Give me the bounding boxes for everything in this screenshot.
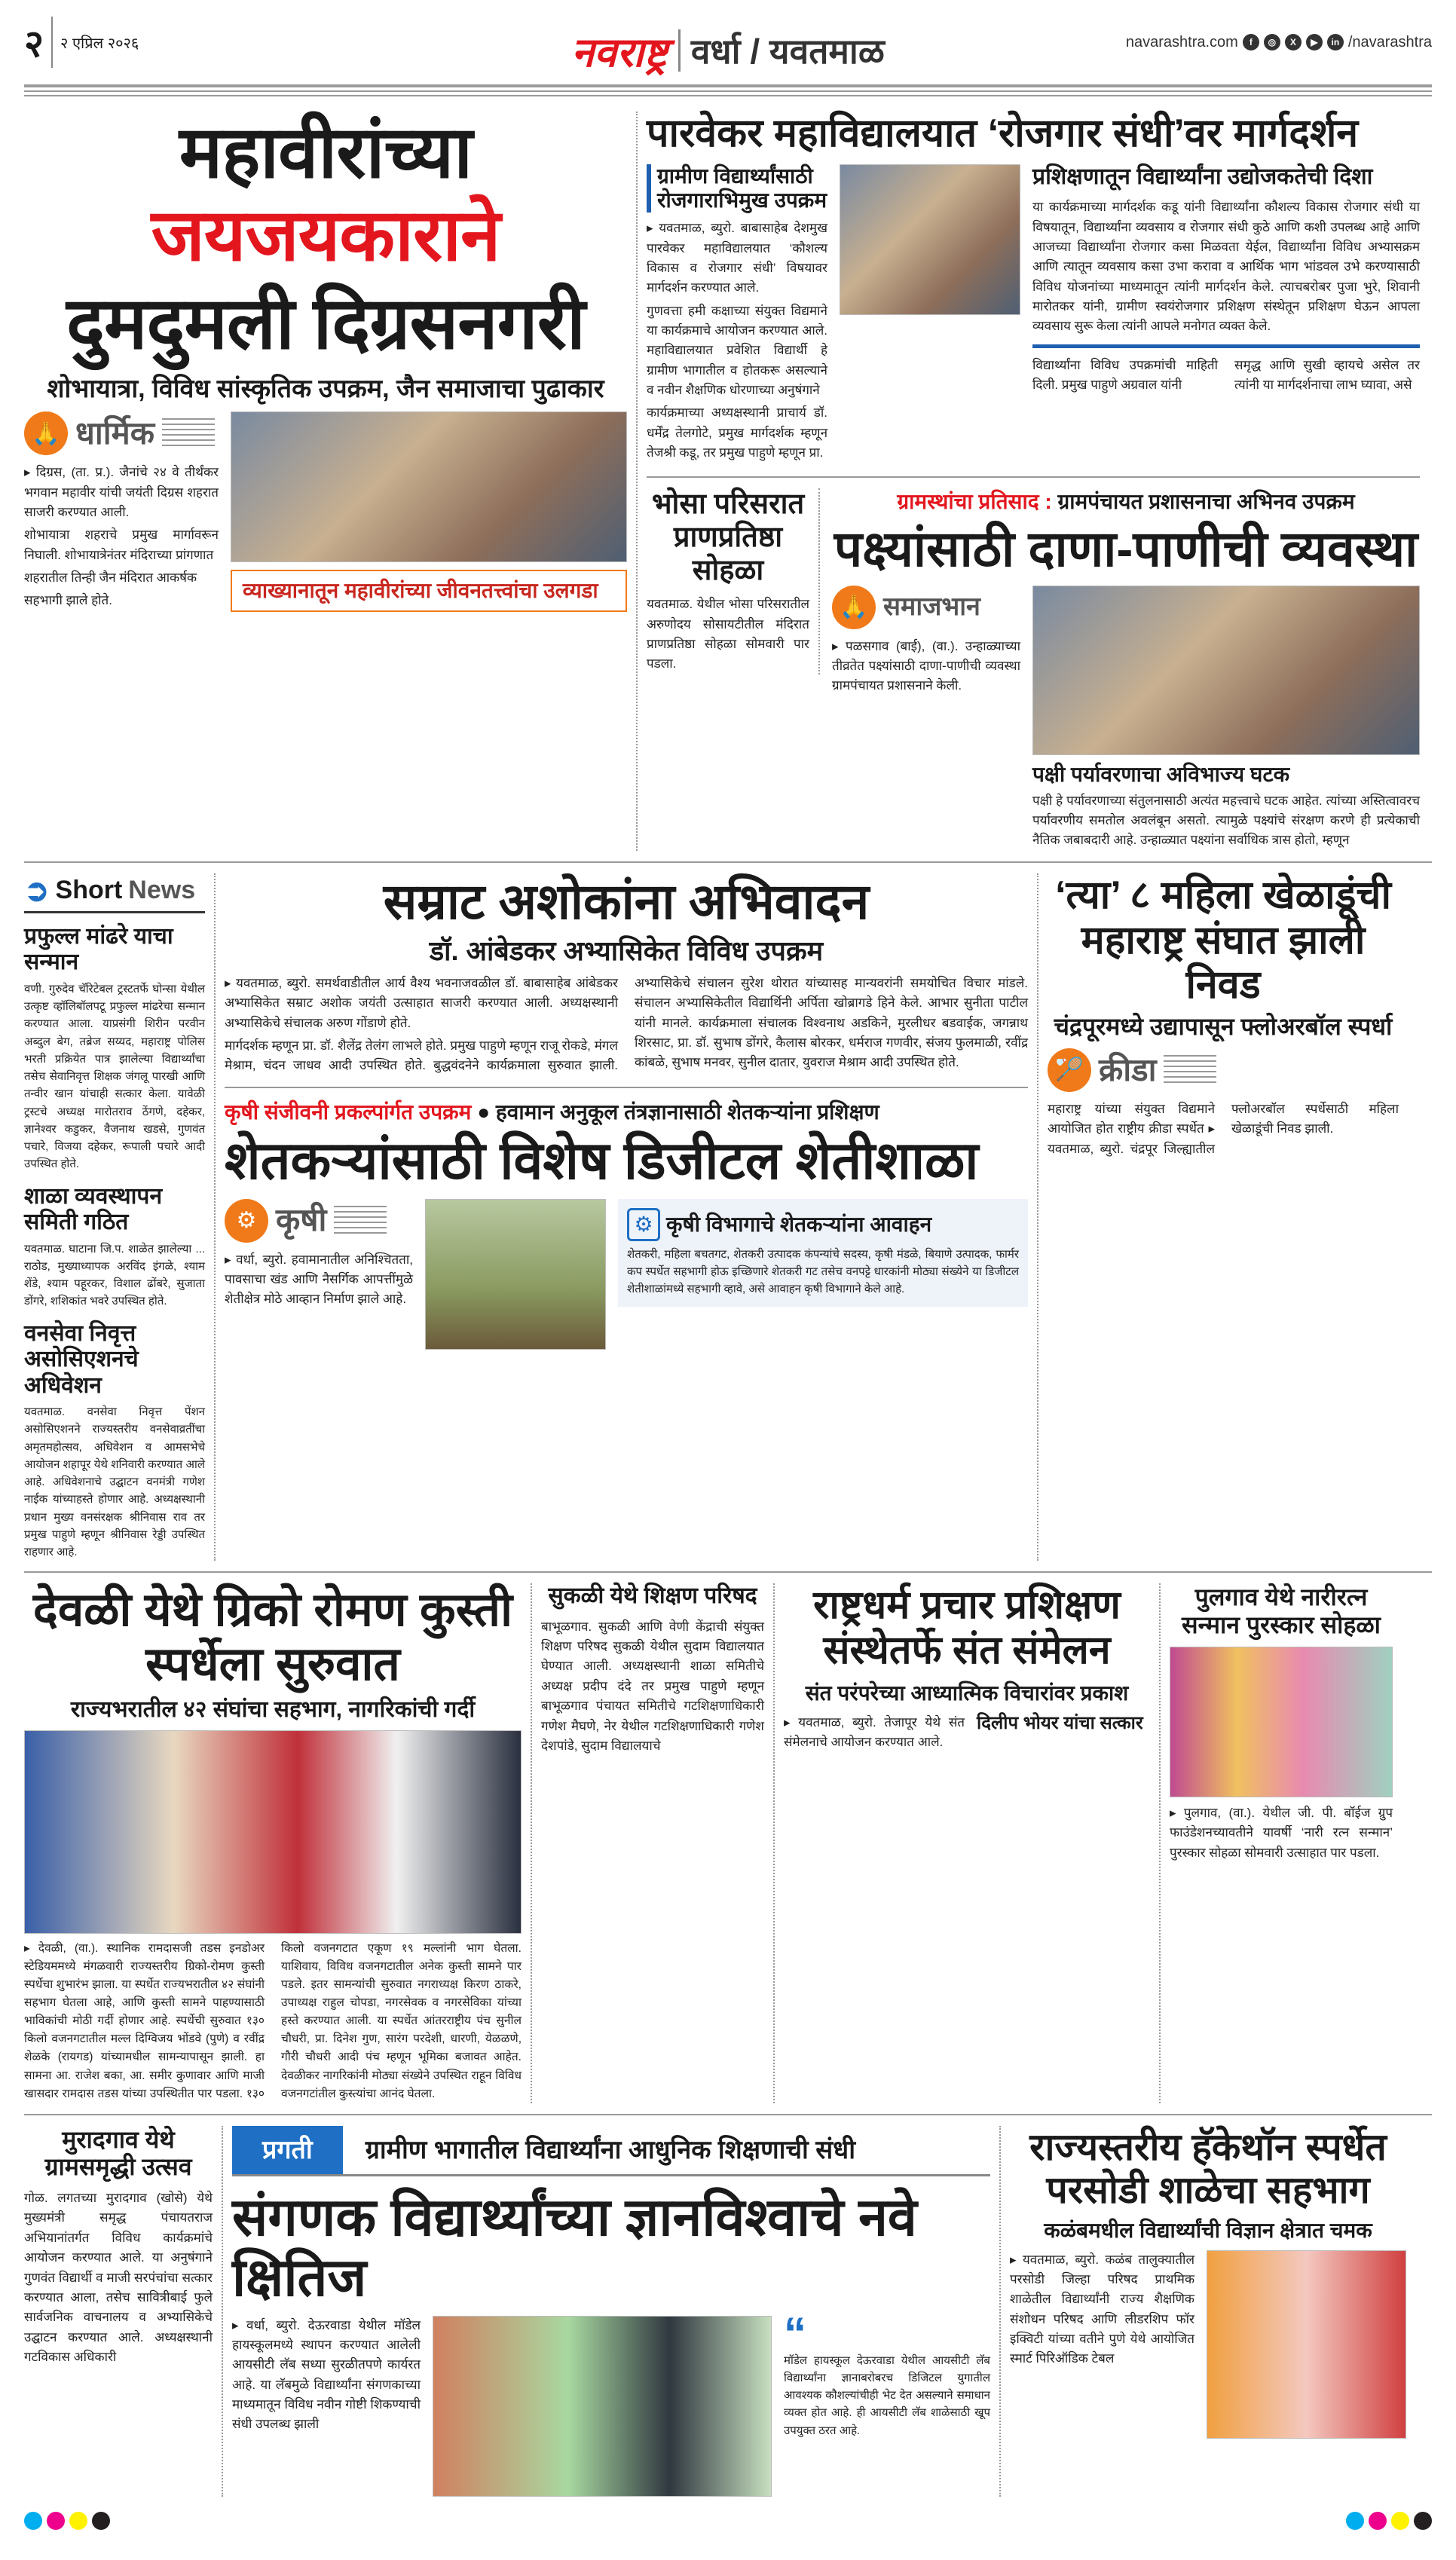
short-news-headline: प्रफुल्ल मांढरे याचा सन्मान	[24, 923, 173, 975]
namaste-icon: 🙏	[24, 411, 68, 455]
story-body: ▸ देवळी, (वा.). स्थानिक रामदासजी तडस इनडोअर स्टेडियममध्ये मंगळवारी राज्यस्तरीय ग्रिको-रोमण कुस्ती स्पर्धेचा शुभारंभ झाला. या स्पर्धेत राज्यभरातील ४२ संघांनी सहभाग घेतला आहे, आणि कुस्ती सामने पाहण्यासाठी भाविकांची मोठी गर्दी होणार आहे. स्पर्धेची सुरुवात १३० किलो वजनगटातील मल्ल दिग्विजय भोंडवे (पुणे) व रवींद्र शेळके (रायगड) यांच्यामधील सामन्यापासून झाली. हा सामना आ. राजेश बका, आ. समीर कुणावार आणि माजी खासदार रामदास तडस यांच्या उपस्थितीत पार पडला. १३० किलो वजनगटात एकूण १९ मल्लांनी भाग घेतला. याशिवाय, विविध वजनगटातील अनेक कुस्ती सामने पार पडले. इतर सामन्यांची सुरुवात नगराध्यक्ष किरण ठाकरे, उपाध्यक्ष राहुल चोपडा, नगरसेवक व नगरसेविका यांच्या हस्ते करण्यात आली. या स्पर्धेत आंतरराष्ट्रीय पंच सुनील चौधरी, प्रा. दिनेश गुण, सारंग परदेशी, धारणी, येळळणे, गौरी चौधरी आदी पंच म्हणून भूमिका बजावत आहेत. देवळीकर नागरिकांनी मोठ्या संख्येने उपस्थित राहून विविध वजनगटांतील कुस्त्यांचा आनंद घेतला.	[24, 1942, 522, 2100]
story-rashtradharma	[773, 1583, 1150, 2103]
short-news-headline: शाळा व्यवस्थापन समिती गठित	[24, 1183, 163, 1235]
kicker	[832, 488, 1420, 515]
kicker-text: हवामान अनुकूल तंत्रज्ञानासाठी शेतकऱ्यांना प्रशिक्षण	[495, 1100, 879, 1124]
registration-dot	[1346, 2512, 1364, 2530]
subhead: डॉ. आंबेडकर अभ्यासिकेत विविध उपक्रम	[429, 934, 824, 966]
title-short: Short	[55, 876, 123, 905]
kicker-red: कृषी संजीवनी प्रकल्पांर्गत उपक्रम	[225, 1100, 472, 1124]
right-column	[1032, 586, 1420, 851]
story-pulgaon	[1159, 1583, 1393, 2103]
registration-dot	[47, 2512, 65, 2530]
paragraph: समृद्ध आणि सुखी व्हायचे असेल तर त्यांनी या मार्गदर्शनाचा लाभ घ्यावा, असे	[1234, 357, 1420, 393]
paragraph: ▸ यवतमाळ, ब्युरो. बाबासाहेब देशमुख पारवेकर महाविद्यालयात ‘कौशल्य विकास व रोजगार संधी’ विषयावर मार्गदर्शन करण्यात आले.	[647, 221, 827, 295]
section-label: समाजभान	[883, 592, 980, 622]
sports-icon: 🏸	[1048, 1048, 1091, 1092]
headline: सुकळी येथे शिक्षण परिषद	[548, 1583, 757, 1609]
facebook-icon[interactable]: f	[1243, 34, 1259, 50]
story-sukali	[531, 1583, 764, 2103]
kicker-text: ग्रामीण भागातील विद्यार्थ्यांना आधुनिक शिक्षणाची संधी	[365, 2135, 856, 2164]
paragraph: मार्गदर्शक म्हणून प्रा. डॉ. शैलेंद्र तेलंग लाभले होते. प्रमुख पाहुणे म्हणून राजू रोकडे, मंगल मेश्राम, चंदन जाधव आदी उपस्थित होते. बुद्धवंदनेने कार्यक्रमाला सुरुवात झाली. अभ्यासिकेचे संचालन सुरेश थोरात यांच्यासह मान्यवरांनी समयोचित विचार मांडले. संचालन अभ्यासिकेतील विद्यार्थिनी अर्पिता खोब्रागडे हिने केले. आभार सुनीता पाटील यांनी मानले. कार्यक्रमाला संचालक विश्वनाथ अडकिने, मुरलीधर बडवाईक, जगन्नाथ शिरसाट, प्रा. डॉ. सुभाष डोंगरे, कैलास बोरकर, धर्मराज गणवीर, संजय फुलमाळी, रवींद्र कांबळे, सुभाष मनवर, सुनील दातार, युवराज मेश्राम आदी उपस्थित होते.	[225, 976, 1028, 1073]
short-news-list	[24, 924, 205, 1561]
box-title: व्याख्यानातून महावीरांच्या जीवनतत्त्वांचा उलगडा	[243, 579, 598, 603]
short-news-header	[24, 873, 205, 913]
subhead: कळंबमधील विद्यार्थ्यांची विज्ञान क्षेत्रात चमक	[1044, 2218, 1372, 2242]
headline: सम्राट अशोकांना अभिवादन	[383, 873, 870, 929]
decorative-lines	[162, 418, 215, 448]
registration-marks	[1346, 2512, 1432, 2530]
story-body	[225, 974, 1028, 1076]
short-news-body: यवतमाळ. वनसेवा निवृत्त पेंशन असोसिएशनने राज्यस्तरीय वनसेवाव्रतींचा अमृतमहोत्सव, अधिवेशन व आमसभेचे आयोजन शहापूर येथे शनिवारी करण्यात आले आहे. अधिवेशनाचे उद्घाटन वनमंत्री गणेश नाईक यांच्याहस्ते होणार आहे. अध्यक्षस्थानी प्रधान मुख्य वनसंरक्षक श्रीनिवास राव तर प्रमुख पाहुणे म्हणून श्रीनिवास रेड्डी उपस्थित राहणार आहे.	[24, 1405, 205, 1559]
pull-quote	[784, 2308, 990, 2439]
row-bottom	[24, 2114, 1432, 2497]
middle-column	[214, 873, 1028, 1561]
wrestlers-photo	[24, 1730, 522, 1934]
registration-dot	[69, 2512, 87, 2530]
birds-feeder-photo	[1032, 586, 1420, 755]
story-birds	[832, 488, 1420, 851]
divider	[1032, 344, 1420, 348]
box-body: पक्षी हे पर्यावरणाच्या संतुलनासाठी अत्यंत महत्त्वाचे घटक आहेत. त्यांच्या अस्तित्वावरच पर्यावरणीय समतोल अवलंबून असतो. त्यामुळे पक्ष्यांचे संरक्षण करणे ही प्रत्येकाची नैतिक जबाबदारी आहे. उन्हाळ्यात पक्ष्यांना सर्वाधिक त्रास होतो, म्हणून	[1032, 793, 1420, 848]
arrow-icon: ➲	[24, 873, 50, 907]
registration-dot	[92, 2512, 110, 2530]
wheat-gear-icon: ⚙	[225, 1199, 268, 1243]
story-mahavir	[24, 112, 627, 851]
section-badge	[1048, 1048, 1399, 1092]
row-middle	[24, 861, 1432, 1561]
headline-part: महावीरांच्या	[179, 112, 473, 193]
row-bhosa-birds	[647, 476, 1420, 851]
side-body-2	[1032, 356, 1420, 399]
story-body: बाभूळगाव. सुकळी आणि वेणी केंद्राची संयुक्त शिक्षण परिषद सुकळी येथील सुदाम विद्यालयात घेण्यात आली. अध्यक्षस्थानी शाळा समितीचे अध्यक्ष प्रदीप दंदे तर प्रमुख पाहुणे म्हणून बाभूळगाव पंचायत समितीचे गटशिक्षणाधिकारी गणेश मैघणे, नेर येथील गटशिक्षणाधिकारी गणेश देशपांडे, सुदाम विद्यालयाचे	[541, 1619, 764, 1753]
title-news: News	[128, 876, 196, 905]
page-number: २	[24, 17, 53, 68]
appeal-box-header	[627, 1208, 1019, 1241]
left-column	[24, 411, 219, 613]
paragraph: विद्यार्थ्यांना विविध उपक्रमांची माहिती दिली. प्रमुख पाहुणे अग्रवाल यांनी	[1032, 357, 1218, 393]
story-body: यवतमाळ. येथील भोसा परिसरातील अरुणोदय सोसायटीतील मंदिरात प्राणप्रतिष्ठा सोहळा सोमवारी पार पडला.	[647, 597, 809, 671]
right-column	[231, 411, 627, 612]
appeal-box	[618, 1199, 1028, 1308]
headline-part-red: जयजयकाराने	[151, 195, 500, 277]
story-body	[647, 219, 827, 463]
edition-name: वर्धा / यवतमाळ	[690, 32, 885, 71]
issue-date: २ एप्रिल २०२६	[60, 35, 139, 52]
paragraph: शहरातील तिन्ही जैन मंदिरात आकर्षक	[24, 570, 197, 585]
left-column	[647, 164, 827, 466]
box-title: दिलीप भोयर यांचा सत्कार	[977, 1713, 1143, 1734]
headline: मुरादगाव येथे ग्रामसमृद्धी उत्सव	[44, 2125, 192, 2181]
registration-marks	[24, 2512, 110, 2530]
row-lower	[24, 1571, 1432, 2103]
left-column	[225, 1199, 413, 1310]
story-body: ▸ पळसगाव (बाई), (वा.). उन्हाळ्याच्या तीव्रतेत पक्ष्यांसाठी दाणा-पाणीची व्यवस्था ग्रामपंचायत प्रशासनाने केली.	[832, 638, 1020, 693]
social-handle[interactable]: /navarashtra	[1347, 33, 1432, 50]
box-body: शेतकरी, महिला बचतगट, शेतकरी उत्पादक कंपन्यांचे सदस्य, कृषी मंडळे, बियाणे उत्पादक, फार्मर कप स्पर्धेत सहभागी होऊ इच्छिणारे शेतकरी गट तसेच वनपट्टे धारकांनी मोठ्या संख्येने या डिजीटल शेतीशाळांमध्ये सहभागी व्हावे, असे आवाहन कृषी विभागाने केले आहे.	[627, 1247, 1019, 1296]
short-news-body: वणी. गुरुदेव चॅरिटेबल ट्रस्टतर्फे घोन्सा येथील उत्कृष्ट व्हॉलिबॉलपटू प्रफुल्ल मांढरेचा सन्मान करण्यात आला. याप्रसंगी शिरीन परवीन अब्दुल बेग, तब्रेज सय्यद, महाराष्ट्र पोलिस भरती प्रक्रियेत पात्र झालेल्या विद्यार्थ्यांचा तसेच सेवानिवृत्त शिक्षक जंगलू पारखी आणि तन्वीर खान यांचाही सत्कार केला. यावेळी ट्रस्टचे अध्यक्ष मारोतराव ठेंगणे, दहेकर, ज्ञानेश्वर कडुकर, वैजनाथ खडसे, गुणवंत पचारे, विजया दहेकर, रूपाली पचारे आदी उपस्थित होते.	[24, 982, 205, 1171]
registration-marks-row	[24, 2512, 1432, 2530]
kicker	[647, 164, 827, 213]
headline-line2: दुमदुमली दिग्रसनगरी	[66, 283, 585, 364]
section-label: कृषी	[276, 1202, 327, 1238]
x-icon[interactable]: X	[1285, 34, 1302, 50]
story-devali	[24, 1583, 522, 2103]
story-muradgaon	[24, 2126, 213, 2497]
subhead: शोभायात्रा, विविध सांस्कृतिक उपक्रम, जैन समाजाचा पुढाकार	[47, 375, 604, 404]
story-body: ▸ पुलगाव, (वा.). येथील जी. पी. बॉईज ग्रुप फाउंडेशनच्यावतीने यावर्षी ‘नारी रत्न सन्मान’ पुरस्कार सोहळा सोमवारी उत्साहात पार पडला.	[1170, 1805, 1393, 1860]
headline: देवळी येथे ग्रिको रोमण कुस्ती स्पर्धेला सुरुवात	[32, 1584, 513, 1690]
kicker-text: ग्रामीण विद्यार्थ्यांसाठी रोजगाराभिमुख उपक्रम	[657, 164, 827, 212]
story-content	[647, 164, 1420, 466]
story-content	[1010, 2250, 1406, 2439]
short-news-headline: वनसेवा निवृत्त असोसिएशनचे अधिवेशन	[24, 1320, 139, 1398]
website-link[interactable]: navarashtra.com	[1125, 33, 1238, 50]
header-rule	[24, 84, 1432, 87]
story-body: महाराष्ट्र यांच्या संयुक्त विद्यमाने आयोजित होत राष्ट्रीय क्रीडा स्पर्धेत ▸ यवतमाळ, ब्युरो. चंद्रपूर जिल्ह्यातील फ्लोअरबॉल स्पर्धेसाठी महिला खेळाडूंची निवड झाली.	[1048, 1101, 1399, 1156]
right-top-column	[636, 112, 1420, 851]
story-sanganak	[222, 2126, 990, 2497]
short-news-column	[24, 873, 205, 1561]
story-ashok	[225, 873, 1028, 1076]
quote-icon: “	[784, 2308, 806, 2359]
headline: ‘त्या’ ८ महिला खेळाडूंची महाराष्ट्र संघात झाली निवड	[1055, 873, 1391, 1008]
left-column	[832, 586, 1020, 696]
story-bhosa	[647, 488, 820, 674]
headline: पक्ष्यांसाठी दाणा-पाणीची व्यवस्था	[834, 520, 1418, 577]
story-content	[832, 586, 1420, 851]
story-body: ▸ वर्धा, ब्युरो. हवामानातील अनिश्चितता, पावसाचा खंड आणि नैसर्गिक आपत्तींमुळे शेतीक्षेत्र मोठे आव्हान निर्माण झाले आहे.	[225, 1252, 413, 1307]
site-links	[1126, 34, 1432, 51]
headline: शेतकऱ्यांसाठी विशेष डिजीटल शेतीशाळा	[225, 1131, 979, 1191]
side-column	[1032, 164, 1420, 399]
headline: पुलगाव येथे नारीरत्न सन्मान पुरस्कार सोहळा	[1182, 1583, 1381, 1639]
headline: भोसा परिसरात प्राणप्रतिष्ठा सोहळा	[651, 488, 805, 586]
headline: राष्ट्रधर्म प्रचार प्रशिक्षण संस्थेतर्फे संत संमेलन	[813, 1583, 1121, 1673]
headline: संगणक विद्यार्थ्यांच्या ज्ञानविश्वाचे नवे क्षितिज	[232, 2187, 917, 2308]
headline	[24, 112, 627, 278]
registration-dot	[1369, 2512, 1387, 2530]
kicker-text: ग्रामपंचायत प्रशासनाचा अभिनव उपक्रम	[1057, 490, 1355, 514]
story-hackathon	[999, 2126, 1406, 2497]
paragraph: कार्यक्रमाच्या अध्यक्षस्थानी प्राचार्य डॉ. धर्मेंद्र तेलगोटे, प्रमुख मार्गदर्शक म्हणून तेजश्री कडू, तर प्रमुख पाहुणे म्हणून प्रा.	[647, 405, 827, 460]
namaste-icon: 🙏	[832, 586, 876, 629]
registration-dot	[1391, 2512, 1409, 2530]
section-badge	[832, 586, 1020, 629]
kicker-bar	[232, 2126, 990, 2176]
kicker: कृषी संजीवनी प्रकल्पांर्गत उपक्रम ● हवामान अनुकूल तंत्रज्ञानासाठी शेतकऱ्यांना प्रशिक्षण	[225, 1100, 879, 1124]
story-content	[232, 2308, 990, 2497]
subhead: राज्यभरातील ४२ संघांचा सहभाग, नागरिकांची गर्दी	[70, 1696, 476, 1722]
header-rule	[24, 90, 1432, 92]
paragraph: गुणवत्ता हमी कक्षाच्या संयुक्त विद्यमाने या कार्यक्रमाचे आयोजन करण्यात आले. महाविद्यालयात प्रवेशित विद्यार्थी हे ग्रामीण भागातील व होतकरू असल्याने व नवीन शैक्षणिक धोरणाच्या अनुषंगाने	[647, 303, 827, 397]
story-content	[24, 411, 627, 613]
story-parvekar	[647, 112, 1420, 466]
quote-text: मॉडेल हायस्कूल देऊरवाडा येथील आयसीटी लॅब विद्यार्थ्यांना ज्ञानाबरोबरच डिजिटल युगातील आवश्यक कौशल्यांचीही भेट देत असल्याने समाधान व्यक्त होत आहे. ही आयसीटी लॅब शाळेसाठी खूप उपयुक्त ठरत आहे.	[784, 2354, 990, 2437]
section-tag: प्रगती	[232, 2126, 343, 2174]
story-content	[784, 1713, 1150, 1753]
instagram-icon[interactable]: ◎	[1264, 34, 1280, 50]
linkedin-icon[interactable]: in	[1327, 34, 1344, 50]
paragraph: ▸ यवतमाळ, ब्युरो. समर्थवाडीतील आर्य वैश्य भवनाजवळील डॉ. बाबासाहेब आंबेडकर अभ्यासिकेत सम्राट अशोक जयंती उत्साहात साजरी करण्यात आली. अध्यक्षस्थानी अभ्यासिकेचे संचालक अरुण गोंडाणे होते.	[225, 976, 618, 1030]
award-ceremony-photo	[1170, 1647, 1393, 1797]
story-body	[24, 463, 219, 610]
wheat-gear-icon: ⚙	[627, 1208, 660, 1241]
story-body: ▸ यवतमाळ, ब्युरो. कळंब तालुक्यातील परसोडी जिल्हा परिषद प्राथमिक शाळेतील विद्यार्थ्यांनी राज्य शैक्षणिक संशोधन परिषद आणि लीडरशिप फॉर इक्विटी यांच्या वतीने पुणे येथे आयोजित स्मार्ट पिरिऑडिक टेबल	[1010, 2252, 1194, 2366]
paragraph: ▸ दिग्रस, (ता. प्र.). जैनांचे २४ वे तीर्थंकर भगवान महावीर यांची जयंती दिग्रस शहरात साजरी करण्यात आली.	[24, 465, 219, 519]
kicker-red: ग्रामस्थांचा प्रतिसाद :	[897, 490, 1052, 514]
story-body: ▸ वर्धा, ब्युरो. देऊरवाडा येथील मॉडेल हायस्कूलमध्ये स्थापन करण्यात आलेली आयसीटी लॅब सध्या सुरळीतपणे कार्यरत आहे. या लॅबमुळे विद्यार्थ्यांना संगणकाच्या माध्यमातून विविध नवीन गोष्टी शिकण्याची संधी उपलब्ध झाली	[232, 2317, 421, 2432]
story-body: गोळ. लगतच्या मुरादगाव (खोसे) येथे मुख्यमंत्री समृद्ध पंचायतराज अभियानांतर्गत विविध कार्यक्रमांचे आयोजन करण्यात आले. या अनुषंगाने गुणवंत विद्यार्थी व माजी सरपंचांचा सत्कार करण्यात आला, तसेच सावित्रीबाई फुले सार्वजनिक वाचनालय व अभ्यासिकेचे उद्घाटन करण्यात आले. अध्यक्षस्थानी गटविकास अधिकारी	[24, 2191, 213, 2364]
box-title: पक्षी पर्यावरणाचा अविभाज्य घटक	[1032, 762, 1290, 786]
subhead: चंद्रपूरमध्ये उद्यापासून फ्लोअरबॉल स्पर्धा	[1054, 1013, 1393, 1041]
section-badge	[24, 411, 219, 455]
story-content	[225, 1199, 1028, 1350]
row-top	[24, 101, 1432, 851]
newspaper-logo[interactable]: नवराष्ट्र	[571, 30, 668, 75]
short-news-body: यवतमाळ. घाटाना जि.प. शाळेत झालेल्या ... राठोड, मुख्याध्यापक अरविंद इंगळे, श्याम शेंडे, श्याम पहूरकर, विशाल ढोंबरे, सुजाता डोंगरे, शशिकांत भवरे उपस्थित होते.	[24, 1242, 205, 1308]
decorative-lines	[334, 1206, 387, 1236]
story-floorball	[1037, 873, 1399, 1561]
box-title: कृषी विभागाचे शेतकऱ्यांना आवाहन	[666, 1212, 932, 1236]
side-body: या कार्यक्रमाच्या मार्गदर्शक कडू यांनी विद्यार्थ्यांना कौशल्य विकास रोजगार संधी या विषयातून, विद्यार्थ्यांना व्यवसाय व रोजगार संधी कुठे आणि कशी उपलब्ध आहे आणि आजच्या विद्यार्थ्यांना रोजगार कसा मिळवता येईल, विद्यार्थ्यांना विविध अभ्यासक्रम आणि त्यातून व्यवसाय कसा उभा करावा व आर्थिक भाग भांडवल उभे करण्यासाठी विविध योजनांच्या माध्यमातून त्यांनी मार्गदर्शन केले. त्याचबरोबर पुजा भुरे, शिवानी मारोतकर यांनी, ग्रामीण स्वयंरोजगार प्रशिक्षण संस्थेतून प्रशिक्षण घेऊन आपला व्यवसाय सुरू केला त्यांनी आपले मनोगत व्यक्त केले.	[1032, 200, 1420, 334]
subhead: संत परंपरेच्या आध्यात्मिक विचारांवर प्रकाश	[805, 1681, 1129, 1705]
procession-photo	[231, 411, 627, 562]
field-training-photo	[425, 1199, 606, 1350]
decorative-lines	[1164, 1055, 1216, 1085]
header-rule	[24, 95, 1432, 96]
section-label: क्रीडा	[1099, 1051, 1157, 1087]
registration-dot	[24, 2512, 42, 2530]
registration-dot	[1414, 2512, 1432, 2530]
section-badge	[225, 1199, 413, 1243]
side-title: प्रशिक्षणातून विद्यार्थ्यांना उद्योजकतेची दिशा	[1032, 164, 1373, 189]
masthead	[24, 0, 1432, 84]
story-body: ▸ यवतमाळ, ब्युरो. तेजापूर येथे संत संमेलनाचे आयोजन करण्यात आले.	[784, 1715, 965, 1750]
highlight-box	[231, 570, 627, 612]
students-photo	[1207, 2250, 1406, 2439]
section-label: धार्मिक	[75, 415, 154, 451]
headline: राज्यस्तरीय हॅकेथॉन स्पर्धेत परसोडी शाळेचा सहभाग	[1029, 2125, 1387, 2212]
divider	[678, 29, 681, 72]
computer-lab-photo	[433, 2316, 772, 2497]
event-photo	[840, 164, 1020, 315]
headline: पारवेकर महाविद्यालयात ‘रोजगार संधी’वर मार्गदर्शन	[647, 112, 1359, 155]
paragraph: शोभायात्रा शहराचे प्रमुख मार्गावरून निघाली. शोभायात्रेनंतर मंदिराच्या प्रांगणात	[24, 528, 219, 562]
story-krishi	[225, 1087, 1028, 1350]
youtube-icon[interactable]: ▶	[1306, 34, 1323, 50]
paragraph: सहभागी झाले होते.	[24, 593, 112, 608]
